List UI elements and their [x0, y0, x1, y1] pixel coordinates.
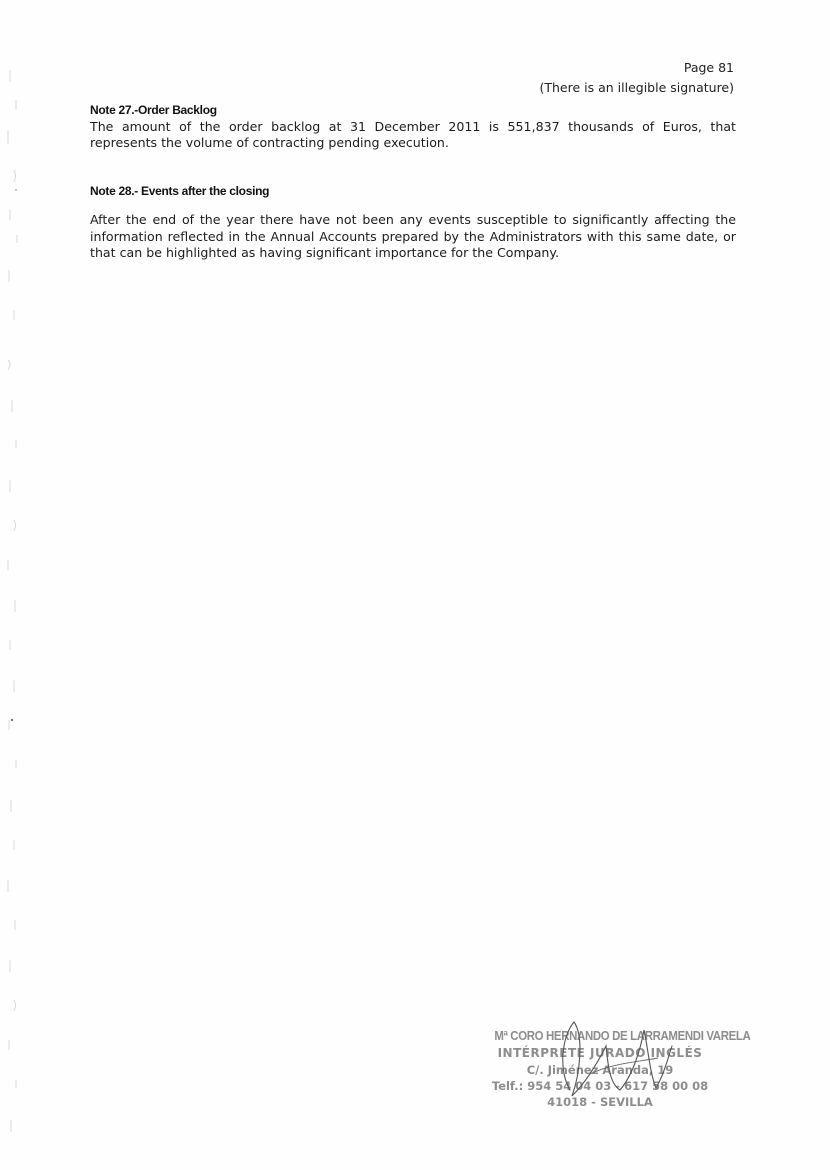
note-28-section: [90, 212, 736, 262]
page-number: Page 81: [683, 60, 734, 75]
scan-margin-marks: [2, 60, 24, 1160]
note-28-body: After the end of the year there have not been any events susceptible to significantly affecting the information reflected in the Annual Accounts prepared by the Administrators with this same date, or that can be highlighted as having significant importance for the Company.: [90, 212, 736, 260]
stamp-city: 41018 - SEVILLA: [547, 1095, 653, 1109]
stamp-name: Mª CORO HERNANDO DE LARRAMENDI VARELA: [494, 1028, 751, 1043]
note-27-body: The amount of the order backlog at 31 December 2011 is 551,837 thousands of Euros, that represents the volume of contracting pending execution.: [90, 118, 736, 150]
stamp-phone: Telf.: 954 54 04 03 - 617 58 00 08: [491, 1079, 709, 1093]
note-27-section: [90, 102, 736, 152]
note-28-heading-block: [90, 183, 736, 200]
note-27-heading: Note 27.-Order Backlog: [90, 103, 217, 117]
translator-stamp: [480, 1018, 751, 1118]
signature-note: (There is an illegible signature): [539, 80, 734, 95]
stamp-address: C/. Jiménez Aranda, 19: [526, 1063, 674, 1077]
handwritten-signature: [540, 1018, 700, 1118]
note-28-heading: Note 28.- Events after the closing: [90, 184, 270, 198]
stamp-title: INTÉRPRETE JURADO INGLÉS: [497, 1046, 703, 1060]
